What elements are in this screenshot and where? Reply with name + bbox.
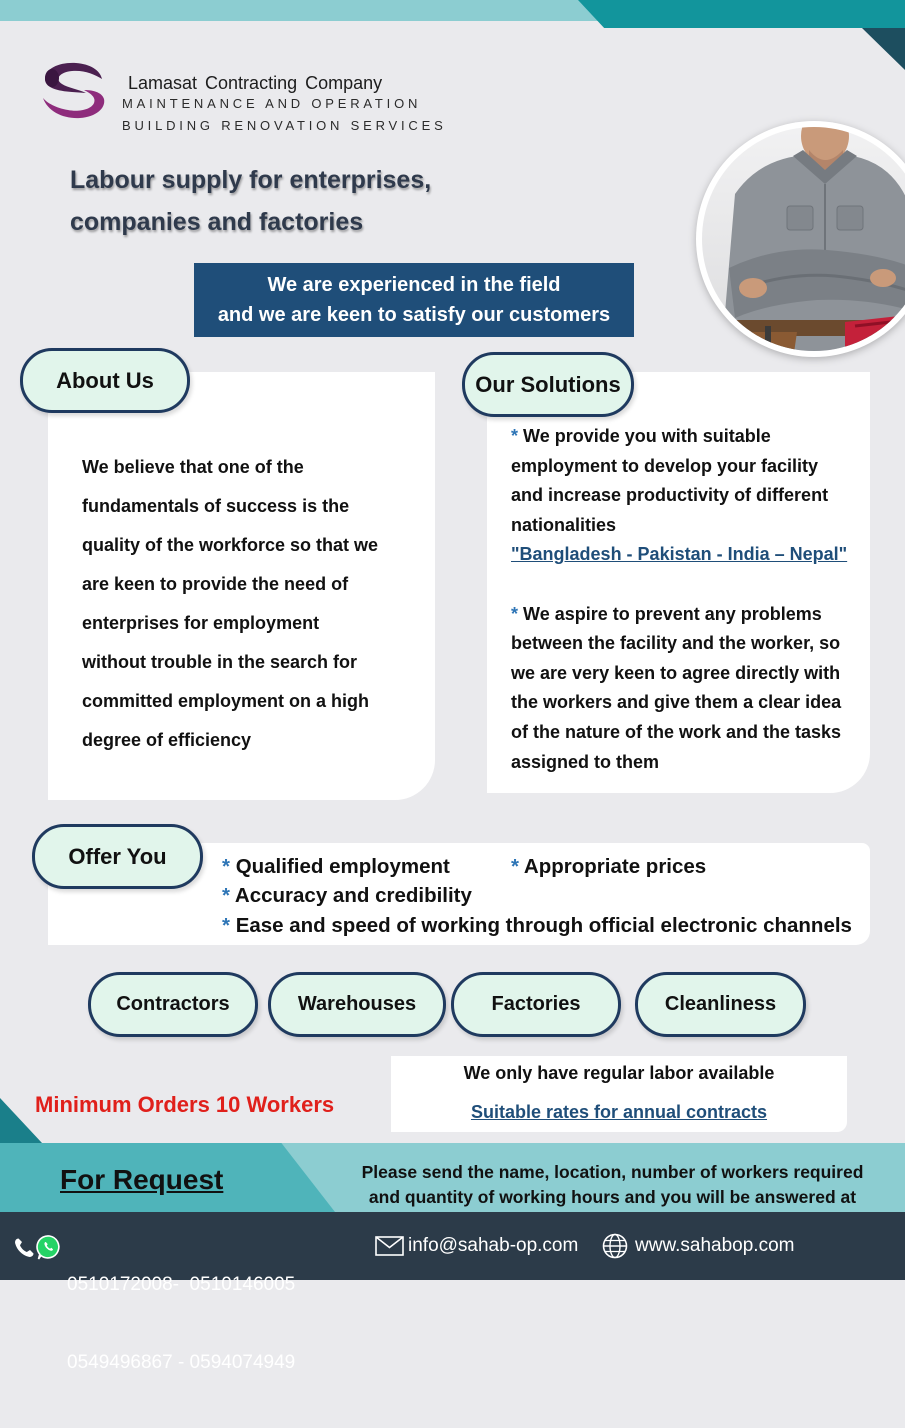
company-tagline-2: BUILDING RENOVATION SERVICES <box>122 118 447 133</box>
globe-icon <box>602 1233 628 1259</box>
company-name: Lamasat Contracting Company <box>128 73 383 93</box>
solutions-line: between the facility and the worker, so <box>511 633 841 654</box>
solutions-body <box>511 422 847 777</box>
solutions-line <box>511 600 847 630</box>
about-line: without trouble in the search for <box>82 652 358 672</box>
bullet-marker: * <box>511 855 519 878</box>
worker-photo <box>695 120 905 360</box>
annual-contracts-text: Suitable rates for annual contracts <box>470 1102 768 1122</box>
our-solutions-title: Our Solutions <box>475 371 621 397</box>
headline-line-2: companies and factories <box>70 208 364 236</box>
minimum-orders-notice: Minimum Orders 10 Workers <box>35 1092 335 1117</box>
about-us-heading <box>20 348 190 413</box>
offer-item <box>222 911 852 941</box>
offer-you-title: Offer You <box>68 843 167 869</box>
request-line-1: Please send the name, location, number of workers required <box>361 1162 864 1182</box>
company-tagline-1: MAINTENANCE AND OPERATION <box>122 96 422 111</box>
solutions-line <box>511 422 847 452</box>
offer-item <box>511 852 706 882</box>
website-link[interactable]: www.sahabop.com <box>635 1235 795 1256</box>
sector-warehouses: Warehouses <box>268 972 446 1037</box>
bullet-marker: * <box>222 914 230 937</box>
phone-numbers <box>67 1220 295 1428</box>
phone-icon <box>12 1236 36 1260</box>
for-request-title: For Request <box>60 1164 224 1195</box>
whatsapp-icon <box>36 1234 63 1261</box>
nationalities-list: "Bangladesh - Pakistan - India – Nepal" <box>511 544 848 565</box>
bullet-marker: * <box>222 884 230 907</box>
about-line: committed employment on a high <box>82 691 370 711</box>
email-link[interactable]: info@sahab-op.com <box>408 1235 579 1256</box>
phone-numbers-line-2: 0549496867 - 0594074949 <box>67 1352 296 1373</box>
headline-line-1: Labour supply for enterprises, <box>70 166 432 194</box>
availability-line: We only have regular labor available <box>463 1063 775 1083</box>
offer-item <box>222 852 450 882</box>
bullet-marker: * <box>222 855 230 878</box>
about-body <box>82 448 378 760</box>
offer-you-heading <box>32 824 203 889</box>
offer-item-text: Qualified employment <box>235 855 450 878</box>
offer-item <box>222 881 472 911</box>
annual-contracts-line <box>391 1101 847 1123</box>
about-line: fundamentals of success is the <box>82 496 350 516</box>
top-band-light <box>0 0 612 21</box>
about-us-title: About Us <box>56 367 154 393</box>
about-line: degree of efficiency <box>82 730 252 750</box>
our-solutions-heading <box>462 352 634 417</box>
solutions-line: employment to develop your facility <box>511 455 819 476</box>
solutions-line: the workers and give them a clear idea <box>511 692 842 713</box>
company-logo-icon <box>38 62 110 120</box>
banner-line-2: and we are keen to satisfy our customers <box>217 304 611 326</box>
sector-contractors: Contractors <box>88 972 258 1037</box>
solutions-line-text: We provide you with suitable <box>523 426 771 446</box>
solutions-line: assigned to them <box>511 751 660 772</box>
about-line: quality of the workforce so that we <box>82 535 379 555</box>
about-line: enterprises for employment <box>82 613 320 633</box>
bullet-marker: * <box>511 426 519 446</box>
solutions-line: nationalities <box>511 514 617 535</box>
solutions-line: we are very keen to agree directly with <box>511 662 841 683</box>
envelope-icon <box>375 1236 404 1256</box>
request-instructions <box>330 1160 895 1210</box>
request-line-2: and quantity of working hours and you will be answered at <box>368 1187 857 1207</box>
offer-item-text: Accuracy and credibility <box>234 884 472 907</box>
solutions-line: and increase productivity of different <box>511 485 829 506</box>
banner-line-1: We are experienced in the field <box>267 274 561 296</box>
paragraph-gap <box>511 570 847 600</box>
about-line: are keen to provide the need of <box>82 574 349 594</box>
sector-cleanliness: Cleanliness <box>635 972 806 1037</box>
offer-item-text: Appropriate prices <box>523 855 707 878</box>
solutions-line: of the nature of the work and the tasks <box>511 721 842 742</box>
phone-numbers-line-1: 0510172008- 0510146005 <box>67 1274 296 1295</box>
experience-banner <box>194 263 634 337</box>
about-line: We believe that one of the <box>82 457 304 477</box>
solutions-line-text: We aspire to prevent any problems <box>523 603 822 624</box>
sector-factories: Factories <box>451 972 621 1037</box>
bullet-marker: * <box>511 603 519 624</box>
top-corner-accent <box>862 28 905 70</box>
top-band-teal <box>578 0 905 28</box>
offer-item-text: Ease and speed of working through official electronic channels <box>235 914 852 937</box>
